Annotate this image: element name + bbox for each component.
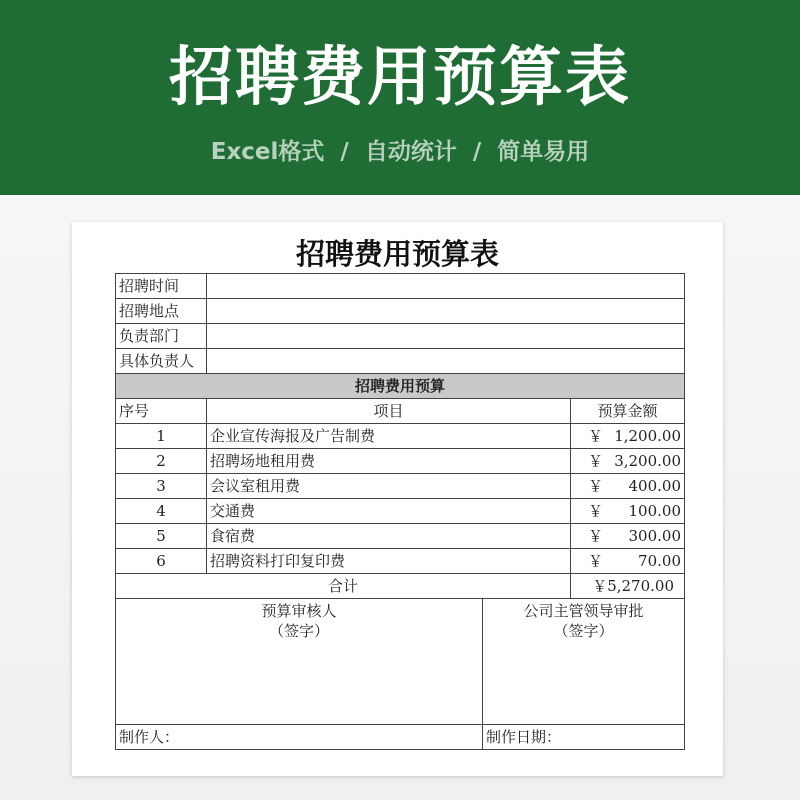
total-amount: ￥5,270.00	[571, 574, 685, 599]
row-no: 5	[116, 524, 207, 549]
row-amount: 400.00	[628, 477, 681, 495]
header-item: 项目	[207, 399, 571, 424]
budget-row	[116, 474, 685, 499]
budget-table	[115, 273, 685, 750]
row-amount: 70.00	[638, 552, 681, 570]
header-no: 序号	[116, 399, 207, 424]
approval-row	[116, 599, 685, 725]
date-field[interactable]: 制作日期：	[483, 725, 685, 750]
info-label: 招聘时间	[116, 274, 207, 299]
approval-reviewer-box[interactable]	[116, 599, 483, 725]
row-item[interactable]: 招聘资料打印复印费	[207, 549, 571, 574]
currency-symbol: ￥	[588, 477, 604, 495]
info-row	[116, 324, 685, 349]
row-item[interactable]: 企业宣传海报及广告制费	[207, 424, 571, 449]
approval-reviewer-title: 预算审核人	[261, 602, 337, 620]
currency-symbol: ￥	[588, 427, 604, 445]
row-item[interactable]: 会议室租用费	[207, 474, 571, 499]
approval-manager-box[interactable]	[483, 599, 685, 725]
banner-title: 招聘费用预算表	[169, 41, 631, 115]
row-amount: 100.00	[628, 502, 681, 520]
row-no: 4	[116, 499, 207, 524]
row-item[interactable]: 招聘场地租用费	[207, 449, 571, 474]
budget-row	[116, 524, 685, 549]
column-header-row	[116, 399, 685, 424]
row-amount-cell[interactable]	[571, 474, 685, 499]
approval-manager-title: 公司主管领导审批	[523, 602, 644, 620]
budget-row	[116, 499, 685, 524]
currency-symbol: ￥	[588, 552, 604, 570]
row-amount-cell[interactable]	[571, 424, 685, 449]
info-value-field[interactable]	[207, 349, 685, 374]
banner-subtitle	[0, 136, 800, 168]
info-label: 负责部门	[116, 324, 207, 349]
row-amount: 300.00	[628, 527, 681, 545]
budget-row	[116, 549, 685, 574]
info-value-field[interactable]	[207, 324, 685, 349]
row-no: 1	[116, 424, 207, 449]
row-no: 2	[116, 449, 207, 474]
row-item[interactable]: 食宿费	[207, 524, 571, 549]
section-title: 招聘费用预算	[116, 374, 685, 399]
subtitle-excel-format: Excel格式	[210, 139, 325, 165]
currency-symbol: ￥	[588, 527, 604, 545]
info-label: 招聘地点	[116, 299, 207, 324]
info-row	[116, 299, 685, 324]
subtitle-separator: /	[340, 139, 349, 165]
footer-row	[116, 725, 685, 750]
budget-row	[116, 424, 685, 449]
row-item[interactable]: 交通费	[207, 499, 571, 524]
info-label: 具体负责人	[116, 349, 207, 374]
row-amount: 3,200.00	[614, 452, 681, 470]
info-value-field[interactable]	[207, 274, 685, 299]
maker-field[interactable]: 制作人：	[116, 725, 483, 750]
info-row	[116, 349, 685, 374]
approval-manager-note: （签字）	[553, 622, 614, 640]
document-title: 招聘费用预算表	[295, 237, 499, 271]
header-amount: 预算金额	[571, 399, 685, 424]
total-row	[116, 574, 685, 599]
currency-symbol: ￥	[588, 502, 604, 520]
document-sheet	[72, 222, 723, 776]
budget-row	[116, 449, 685, 474]
subtitle-separator: /	[472, 139, 482, 165]
row-no: 6	[116, 549, 207, 574]
subtitle-auto-stats: 自动统计	[364, 139, 457, 165]
subtitle-easy-use: 简单易用	[497, 139, 590, 165]
row-amount-cell[interactable]	[571, 524, 685, 549]
total-label: 合计	[116, 574, 571, 599]
info-value-field[interactable]	[207, 299, 685, 324]
info-row	[116, 274, 685, 299]
row-amount-cell[interactable]	[571, 499, 685, 524]
row-no: 3	[116, 474, 207, 499]
row-amount-cell[interactable]	[571, 549, 685, 574]
approval-reviewer-note: （签字）	[268, 622, 329, 640]
row-amount-cell[interactable]	[571, 449, 685, 474]
header-banner	[0, 0, 800, 195]
currency-symbol: ￥	[588, 452, 604, 470]
row-amount: 1,200.00	[614, 427, 681, 445]
